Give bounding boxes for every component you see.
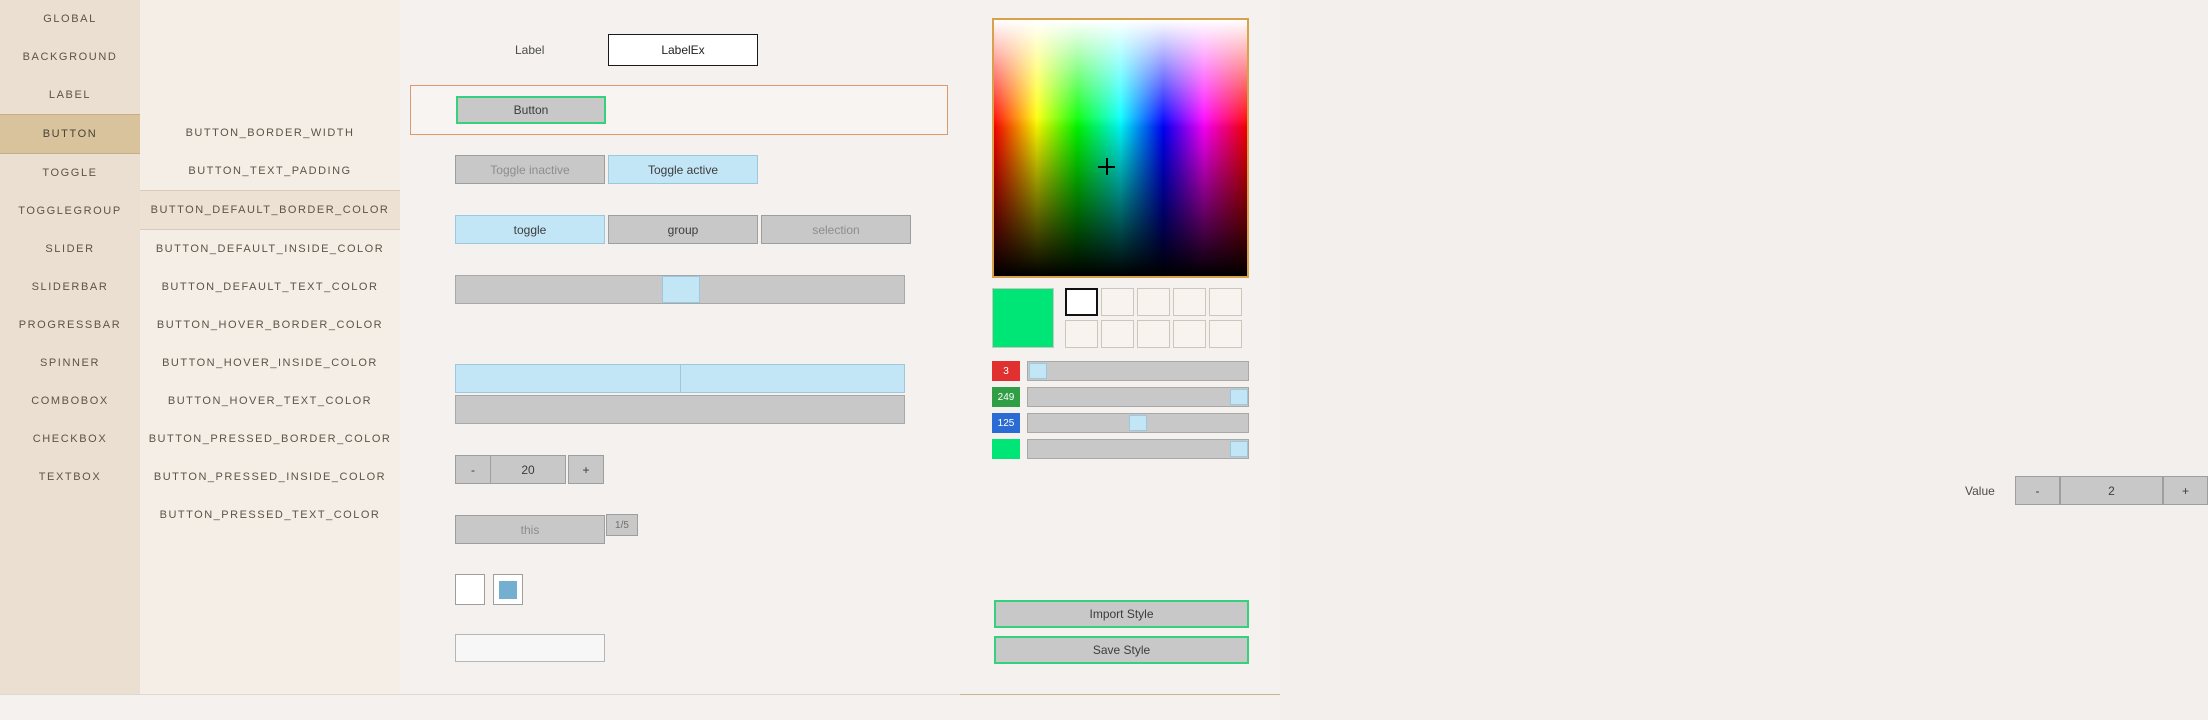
checkbox-check-fill (499, 581, 517, 599)
sidebar-item-global[interactable]: GLOBAL (43, 13, 97, 25)
checkbox-unchecked[interactable] (455, 574, 485, 605)
color-picker-pane (960, 0, 2189, 694)
channel-green-slider[interactable] (1027, 387, 1249, 407)
bottom-strip-left (0, 694, 960, 720)
bottom-strip-right (960, 694, 1280, 720)
property-button-default-border-color[interactable]: BUTTON_DEFAULT_BORDER_COLOR (140, 190, 400, 230)
channel-blue-knob[interactable] (1129, 415, 1147, 431)
import-style-button[interactable]: Import Style (994, 600, 1249, 628)
channel-blue-value: 125 (992, 413, 1020, 433)
channel-alpha-knob[interactable] (1230, 441, 1248, 457)
label-textbox[interactable]: LabelEx (608, 34, 758, 66)
preview-pane (400, 0, 961, 694)
saturation-value-field[interactable] (992, 18, 1249, 278)
property-button-pressed-inside-color[interactable]: BUTTON_PRESSED_INSIDE_COLOR (153, 471, 387, 483)
sidebar-item-togglegroup[interactable]: TOGGLEGROUP (18, 205, 122, 217)
property-button-pressed-border-color[interactable]: BUTTON_PRESSED_BORDER_COLOR (148, 433, 392, 445)
property-list (140, 0, 401, 694)
property-button-default-text-color[interactable]: BUTTON_DEFAULT_TEXT_COLOR (161, 281, 379, 293)
sidebar-item-checkbox[interactable]: CHECKBOX (32, 433, 108, 445)
sidebar-item-textbox[interactable]: TEXTBOX (38, 471, 102, 483)
category-sidebar (0, 0, 141, 694)
combobox[interactable]: this (455, 515, 605, 544)
palette-swatch-3[interactable] (1173, 288, 1206, 316)
sidebar-item-background[interactable]: BACKGROUND (22, 51, 118, 63)
property-button-hover-border-color[interactable]: BUTTON_HOVER_BORDER_COLOR (156, 319, 384, 331)
value-decrement-button[interactable]: - (2015, 476, 2060, 505)
sidebar-item-slider[interactable]: SLIDER (45, 243, 95, 255)
value-increment-button[interactable]: + (2163, 476, 2208, 505)
channel-alpha-row (992, 439, 1249, 459)
combobox-count: 1/5 (606, 514, 638, 536)
channel-green-row (992, 387, 1249, 407)
palette-swatch-1[interactable] (1101, 288, 1134, 316)
channel-red-row (992, 361, 1249, 381)
property-button-pressed-text-color[interactable]: BUTTON_PRESSED_TEXT_COLOR (159, 509, 381, 521)
progressbar (455, 395, 905, 424)
preview-button[interactable]: Button (456, 96, 606, 124)
current-color-swatch (992, 288, 1054, 348)
toggle-active[interactable]: Toggle active (608, 155, 758, 184)
channel-blue-row (992, 413, 1249, 433)
label-caption: Label (515, 43, 545, 57)
property-button-hover-text-color[interactable]: BUTTON_HOVER_TEXT_COLOR (167, 395, 373, 407)
togglegroup-item-toggle[interactable]: toggle (455, 215, 605, 244)
slider[interactable] (455, 275, 905, 304)
togglegroup-item-selection[interactable]: selection (761, 215, 911, 244)
sidebar-item-spinner[interactable]: SPINNER (39, 357, 101, 369)
channel-red-knob[interactable] (1029, 363, 1047, 379)
sidebar-item-progressbar[interactable]: PROGRESSBAR (18, 319, 122, 331)
palette-swatch-2[interactable] (1137, 288, 1170, 316)
property-button-border-width[interactable]: BUTTON_BORDER_WIDTH (185, 127, 355, 139)
palette-swatch-6[interactable] (1101, 320, 1134, 348)
sidebar-item-label[interactable]: LABEL (48, 89, 92, 101)
spinner-increment-button[interactable]: + (568, 455, 604, 484)
spinner-decrement-button[interactable]: - (455, 455, 491, 484)
preview-textbox[interactable] (455, 634, 605, 662)
color-crosshair-icon (1098, 158, 1115, 175)
value-amount[interactable]: 2 (2060, 476, 2163, 505)
sidebar-item-toggle[interactable]: TOGGLE (42, 167, 98, 179)
property-button-hover-inside-color[interactable]: BUTTON_HOVER_INSIDE_COLOR (162, 357, 378, 369)
palette-swatch-0[interactable] (1065, 288, 1098, 316)
palette-swatch-5[interactable] (1065, 320, 1098, 348)
channel-green-knob[interactable] (1230, 389, 1248, 405)
channel-alpha-value (992, 439, 1020, 459)
channel-red-value: 3 (992, 361, 1020, 381)
sidebar-item-sliderbar[interactable]: SLIDERBAR (31, 281, 109, 293)
palette-swatch-4[interactable] (1209, 288, 1242, 316)
channel-red-slider[interactable] (1027, 361, 1249, 381)
slider-knob[interactable] (662, 276, 700, 303)
palette-swatch-9[interactable] (1209, 320, 1242, 348)
togglegroup-item-group[interactable]: group (608, 215, 758, 244)
bottom-strip (0, 694, 1280, 720)
property-button-default-inside-color[interactable]: BUTTON_DEFAULT_INSIDE_COLOR (155, 243, 385, 255)
channel-alpha-slider[interactable] (1027, 439, 1249, 459)
sliderbar-divider (680, 365, 681, 392)
palette-swatch-8[interactable] (1173, 320, 1206, 348)
property-button-text-padding[interactable]: BUTTON_TEXT_PADDING (188, 165, 352, 177)
sidebar-item-combobox[interactable]: COMBOBOX (31, 395, 109, 407)
button-preview-panel (410, 85, 948, 135)
channel-green-value: 249 (992, 387, 1020, 407)
sliderbar[interactable] (455, 364, 905, 393)
property-list-spacer (140, 0, 400, 114)
sidebar-item-button[interactable]: BUTTON (0, 114, 140, 154)
checkbox-checked[interactable] (493, 574, 523, 605)
toggle-inactive[interactable]: Toggle inactive (455, 155, 605, 184)
value-caption: Value (1965, 484, 1995, 498)
palette-swatch-7[interactable] (1137, 320, 1170, 348)
save-style-button[interactable]: Save Style (994, 636, 1249, 664)
spinner-value[interactable]: 20 (490, 455, 566, 484)
channel-blue-slider[interactable] (1027, 413, 1249, 433)
